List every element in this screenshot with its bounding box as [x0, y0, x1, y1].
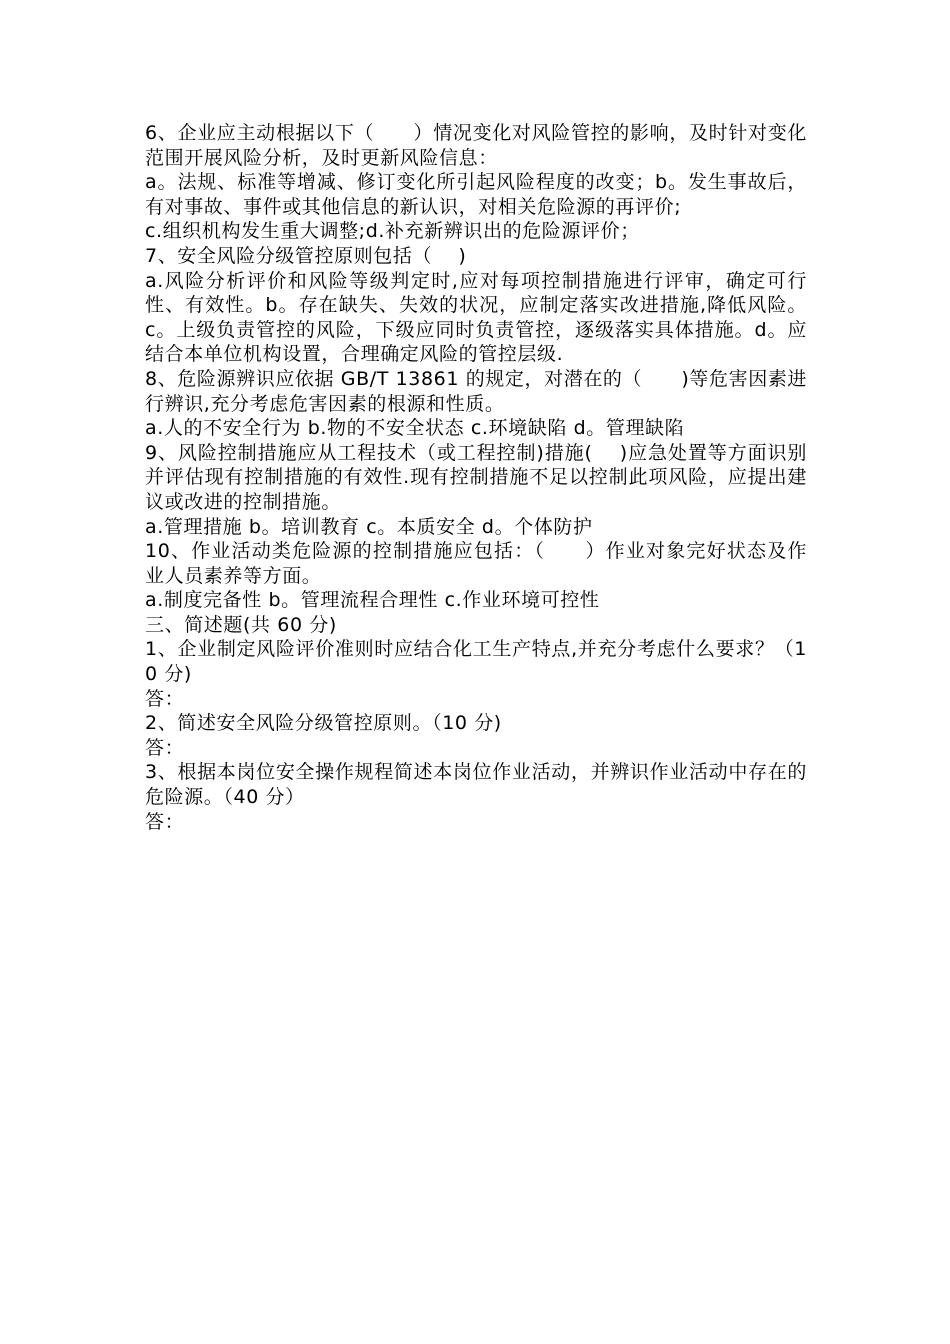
answer-label-3: 答：: [145, 810, 185, 833]
question-8-text: 8、危险源辨识应依据 GB/T 13861 的规定，对潜在的（ )等危害因素进行辨识,充分考虑危害因素的根源和性质。: [145, 367, 807, 415]
essay-question-3: 3、根据本岗位安全操作规程简述本岗位作业活动，并辨识作业活动中存在的危险源。（40 分）: [145, 761, 807, 809]
question-10-options: a.制度完备性 b。管理流程合理性 c.作业环境可控性: [145, 589, 600, 612]
answer-label-2: 答：: [145, 736, 185, 759]
question-7-options: a.风险分析评价和风险等级判定时,应对每项控制措施进行评审，确定可行性、有效性。b。存在缺失、失效的状况，应制定落实改进措施,降低风险。c。上级负责管控的风险，下级应同时负责管控，逐级落实具体措施。d。应结合本单位机构设置，合理确定风险的管控层级.: [145, 269, 807, 366]
question-10-text: 10、作业活动类危险源的控制措施应包括：（ ）作业对象完好状态及作业人员素养等方面。: [145, 540, 807, 587]
question-7-text: 7、安全风险分级管控原则包括（ ): [145, 244, 467, 267]
essay-question-2: 2、简述安全风险分级管控原则。（10 分): [145, 712, 502, 735]
section-heading: 三、简述题(共 60 分): [145, 613, 337, 636]
question-6-options-cd: c.组织机构发生重大调整;d.补充新辨识出的危险源评价；: [145, 220, 640, 243]
document-body: [145, 121, 807, 834]
question-6-options-ab: a。法规、标准等增减、修订变化所引起风险程度的改变；b。发生事故后，有对事故、事件或其他信息的新认识，对相关危险源的再评价;: [145, 171, 807, 218]
essay-question-1: 1、企业制定风险评价准则时应结合化工生产特点,并充分考虑什么要求？（10 分): [145, 638, 807, 686]
answer-label-1: 答：: [145, 687, 185, 710]
question-6-text: 6、企业应主动根据以下（ ）情况变化对风险管控的影响，及时针对变化范围开展风险分析，及时更新风险信息：: [145, 122, 807, 169]
question-8-options: a.人的不安全行为 b.物的不安全状态 c.环境缺陷 d。管理缺陷: [145, 417, 685, 440]
question-9-text: 9、风险控制措施应从工程技术（或工程控制)措施( )应急处置等方面识别并评估现有控制措施的有效性.现有控制措施不足以控制此项风险，应提出建议或改进的控制措施。: [145, 441, 807, 513]
question-9-options: a.管理措施 b。培训教育 c。本质安全 d。个体防护: [145, 515, 593, 538]
